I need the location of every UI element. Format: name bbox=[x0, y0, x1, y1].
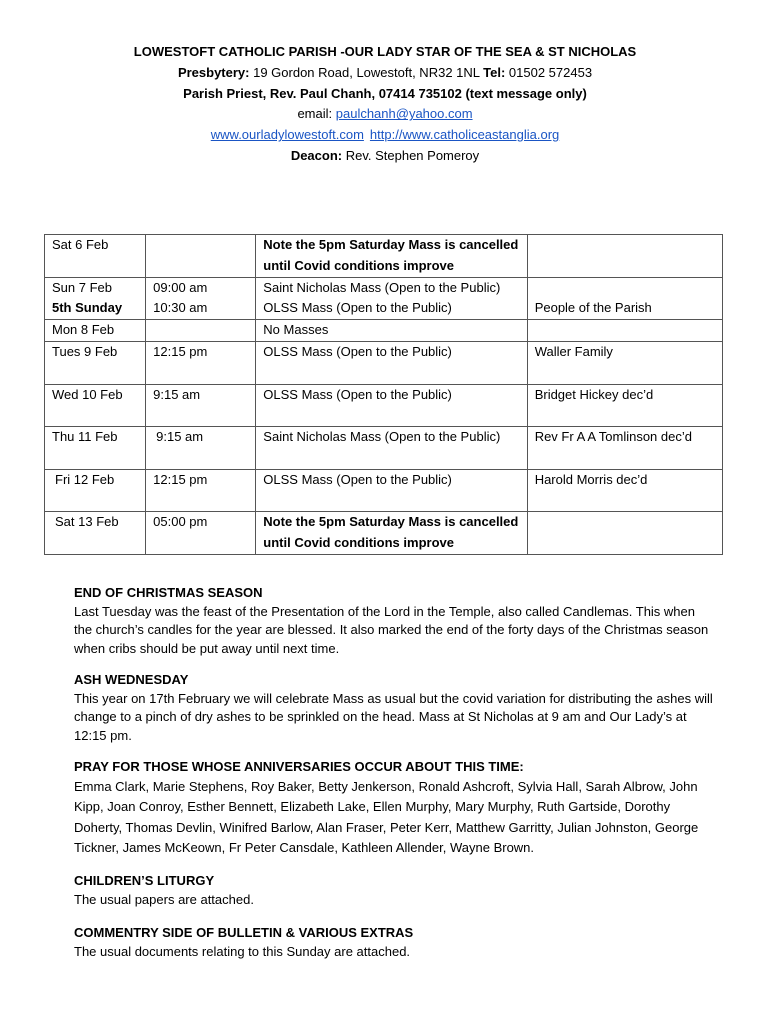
time-cell bbox=[146, 512, 256, 555]
website-link-diocese[interactable]: http://www.catholiceastanglia.org bbox=[369, 127, 560, 143]
date-cell bbox=[45, 320, 146, 342]
date-text: Sat 6 Feb bbox=[52, 237, 109, 252]
section-heading: CHILDREN’S LITURGY bbox=[74, 872, 215, 888]
mass-text: Note the 5pm Saturday Mass is cancelled bbox=[263, 514, 519, 530]
mass-text: OLSS Mass (Open to the Public) bbox=[263, 471, 452, 487]
date-text: Sat 13 Feb bbox=[55, 514, 119, 530]
intention-cell bbox=[527, 235, 722, 278]
table-row bbox=[45, 235, 723, 278]
date-cell bbox=[45, 469, 146, 512]
websites-line bbox=[0, 125, 770, 146]
mass-text: until Covid conditions improve bbox=[263, 257, 454, 273]
email-label: email: bbox=[297, 106, 336, 122]
mass-text: Note the 5pm Saturday Mass is cancelled bbox=[263, 237, 519, 252]
presbytery-line bbox=[0, 63, 770, 84]
table-row bbox=[45, 341, 723, 384]
website-link-ourlady[interactable]: www.ourladylowestoft.com bbox=[210, 127, 364, 143]
date-cell bbox=[45, 341, 146, 384]
mass-cell bbox=[256, 320, 527, 342]
mass-text: OLSS Mass (Open to the Public) bbox=[263, 300, 452, 316]
commentry-section bbox=[74, 924, 714, 963]
mass-cell bbox=[256, 469, 527, 512]
section-heading: PRAY FOR THOSE WHOSE ANNIVERSARIES OCCUR ABOUT THIS TIME: bbox=[74, 759, 524, 774]
time-cell bbox=[146, 427, 256, 470]
date-text: Mon 8 Feb bbox=[52, 322, 115, 338]
intention-cell bbox=[527, 341, 722, 384]
time-text: 09:00 am bbox=[153, 279, 208, 295]
childrens-liturgy-section bbox=[74, 872, 714, 911]
date-text: Thu 11 Feb bbox=[52, 429, 118, 445]
section-text: Last Tuesday was the feast of the Presentation of the Lord in the Temple, also called Candlemas. This when the church’s candles for the year are blessed. It also marked the end of the forty days of the Christmas season when cribs should be put away until next time. bbox=[74, 603, 709, 656]
tel-label: Tel: bbox=[483, 64, 506, 80]
presbytery-address: 19 Gordon Road, Lowestoft, NR32 1NL bbox=[249, 64, 484, 80]
sunday-label: 5th Sunday bbox=[52, 300, 123, 316]
bulletin-header bbox=[0, 42, 770, 167]
deacon-line bbox=[0, 146, 770, 167]
email-link[interactable]: paulchanh@yahoo.com bbox=[335, 106, 473, 122]
christmas-season-section bbox=[74, 584, 714, 658]
intention-cell bbox=[527, 427, 722, 470]
table-row bbox=[45, 469, 723, 512]
mass-text: Saint Nicholas Mass (Open to the Public) bbox=[263, 429, 501, 445]
table-row bbox=[45, 512, 723, 555]
date-cell bbox=[45, 427, 146, 470]
date-cell bbox=[45, 512, 146, 555]
table-row bbox=[45, 427, 723, 470]
intention-cell bbox=[527, 320, 722, 342]
mass-cell bbox=[256, 277, 527, 320]
mass-schedule-table bbox=[44, 234, 723, 555]
intention-cell bbox=[527, 277, 722, 320]
section-heading: COMMENTRY SIDE OF BULLETIN & VARIOUS EXTRAS bbox=[74, 924, 414, 940]
deacon-label: Deacon: bbox=[290, 147, 343, 163]
intention-text: Rev Fr A A Tomlinson dec’d bbox=[534, 429, 692, 445]
time-text: 12:15 pm bbox=[153, 471, 208, 487]
anniversaries-section bbox=[74, 758, 714, 859]
intention-cell bbox=[527, 512, 722, 555]
date-text: Wed 10 Feb bbox=[52, 386, 123, 402]
date-cell bbox=[45, 384, 146, 427]
intention-cell bbox=[527, 469, 722, 512]
section-heading: ASH WEDNESDAY bbox=[74, 672, 189, 687]
mass-cell bbox=[256, 384, 527, 427]
time-cell bbox=[146, 341, 256, 384]
time-cell bbox=[146, 469, 256, 512]
intention-text: People of the Parish bbox=[534, 300, 652, 316]
intention-cell bbox=[527, 384, 722, 427]
time-text: 9:15 am bbox=[153, 386, 201, 402]
time-text: 05:00 pm bbox=[153, 514, 208, 530]
time-cell bbox=[146, 235, 256, 278]
date-text: Fri 12 Feb bbox=[55, 471, 115, 487]
intention-text: Waller Family bbox=[534, 343, 613, 359]
intention-text: Bridget Hickey dec’d bbox=[534, 386, 654, 402]
table-row bbox=[45, 384, 723, 427]
ash-wednesday-section bbox=[74, 671, 714, 745]
presbytery-label: Presbytery: bbox=[177, 64, 250, 80]
table-row bbox=[45, 320, 723, 342]
mass-text: No Masses bbox=[263, 322, 329, 338]
mass-cell bbox=[256, 512, 527, 555]
date-text: Tues 9 Feb bbox=[52, 343, 118, 359]
parish-title: LOWESTOFT CATHOLIC PARISH -OUR LADY STAR OF THE SEA & ST NICHOLAS bbox=[133, 44, 637, 59]
section-text: The usual papers are attached. bbox=[74, 892, 254, 908]
email-line bbox=[0, 104, 770, 125]
section-text: The usual documents relating to this Sunday are attached. bbox=[74, 944, 411, 960]
mass-text: OLSS Mass (Open to the Public) bbox=[263, 343, 452, 359]
mass-text: until Covid conditions improve bbox=[263, 535, 454, 551]
bulletin-body bbox=[74, 584, 714, 976]
date-text: Sun 7 Feb bbox=[52, 279, 112, 295]
date-cell bbox=[45, 277, 146, 320]
deacon-name: Rev. Stephen Pomeroy bbox=[342, 147, 480, 163]
time-text: 12:15 pm bbox=[153, 343, 208, 359]
time-text: 9:15 am bbox=[156, 429, 204, 445]
mass-cell bbox=[256, 427, 527, 470]
table-row bbox=[45, 277, 723, 320]
time-cell bbox=[146, 384, 256, 427]
date-cell bbox=[45, 235, 146, 278]
mass-cell bbox=[256, 235, 527, 278]
time-cell bbox=[146, 277, 256, 320]
time-text: 10:30 am bbox=[153, 300, 208, 316]
section-heading: END OF CHRISTMAS SEASON bbox=[74, 585, 263, 600]
mass-cell bbox=[256, 341, 527, 384]
section-text: This year on 17th February we will celebrate Mass as usual but the covid variation for distributing the ashes will change to a pinch of dry ashes to be sprinkled on the head. Mass at St Nicholas at 9 am and Our Lady’s at 12:15 pm. bbox=[74, 690, 713, 743]
mass-text: OLSS Mass (Open to the Public) bbox=[263, 386, 452, 402]
time-cell bbox=[146, 320, 256, 342]
parish-priest-line: Parish Priest, Rev. Paul Chanh, 07414 735102 (text message only) bbox=[183, 85, 587, 101]
section-text: Emma Clark, Marie Stephens, Roy Baker, Betty Jenkerson, Ronald Ashcroft, Sylvia Hall, Sarah Albrow, John Kipp, Joan Conroy, Esther Bennett, Elizabeth Lake, Ellen Murphy, Mary Murphy, Ruth Gartside, Dorothy Doherty, Thomas Devlin, Winifred Barlow, Alan Fraser, Peter Kerr, Matthew Garritty, Julian Johnston, George Tickner, James McKeown, Fr Peter Cansdale, Kathleen Allender, Wayne Brown. bbox=[74, 778, 699, 856]
mass-text: Saint Nicholas Mass (Open to the Public) bbox=[263, 279, 501, 295]
intention-text: Harold Morris dec’d bbox=[534, 471, 648, 487]
tel-value: 01502 572453 bbox=[505, 64, 593, 80]
